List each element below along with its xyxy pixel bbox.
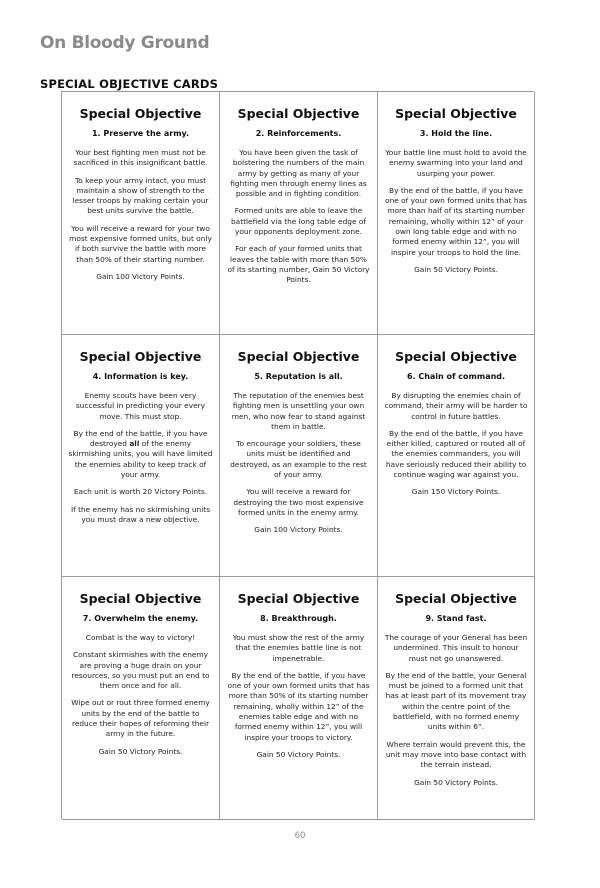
objective-card (378, 92, 535, 335)
card-paragraph: To keep your army intact, you must maintain a show of strength to the lesser troops by making certain your best units survive the battle. (72, 175, 209, 216)
card-paragraph: Gain 100 Victory Points. (96, 271, 185, 281)
card-subtitle: 1. Preserve the army. (91, 129, 190, 138)
objective-card (378, 335, 535, 577)
card-paragraph: You must show the rest of the army that the enemies battle line is not impenetrable. (232, 633, 365, 663)
card-paragraph: Gain 50 Victory Points. (256, 749, 341, 759)
objective-card (62, 577, 220, 820)
card-heading: Special Objective (237, 349, 360, 364)
card-paragraph: You will receive a reward for destroying the two most expensive formed units in the enemy army. (233, 487, 364, 517)
card-subtitle: 3. Hold the line. (419, 129, 493, 138)
card-heading: Special Objective (237, 591, 360, 606)
card-paragraph: For each of your formed units that leaves the table with more than 50% of its starting number, Gain 50 Victory Points. (227, 244, 370, 285)
card-heading: Special Objective (395, 106, 517, 121)
card-paragraph: Your best fighting men must not be sacrificed in this insignificant battle. (73, 148, 208, 168)
card-paragraph: To encourage your soldiers, these units must be identified and destroyed, as an example to the rest of your army. (230, 439, 367, 480)
card-paragraph: You will receive a reward for your two most expensive formed units, but only if both survive the battle with more than 50% of their starting number. (69, 223, 212, 264)
card-paragraph: Gain 50 Victory Points. (414, 264, 498, 274)
objective-card (220, 92, 378, 335)
card-subtitle: 5. Reputation is all. (254, 372, 343, 381)
emphasis-word: all (129, 439, 140, 449)
objective-cards-grid (61, 91, 534, 819)
card-paragraph: Formed units are able to leave the battlefield via the long table edge of your opponents deployment zone. (230, 206, 366, 237)
card-paragraph: Gain 150 Victory Points. (411, 487, 501, 497)
card-paragraph: Your battle line must hold to avoid the enemy swarming into your land and usurping your power. (385, 148, 527, 178)
card-paragraph: Each unit is worth 20 Victory Points. (73, 487, 208, 497)
objective-card (220, 577, 378, 820)
card-subtitle: 4. Information is key. (92, 372, 189, 381)
card-paragraph: By the end of the battle, if you have one of your own formed units that has more than 50% of its starting number remaining, wholly within 12” of the enemies table edge and with no formed enemy within 12”, you will inspire your troops to victory. (227, 670, 370, 742)
section-title: SPECIAL OBJECTIVE CARDS (40, 77, 219, 91)
card-subtitle: 9. Stand fast. (425, 614, 487, 623)
card-paragraph: Enemy scouts have been very successful in predicting your every move. This must stop. (75, 391, 206, 421)
card-heading: Special Objective (395, 591, 517, 606)
page-number: 60 (294, 831, 306, 841)
card-paragraph: If the enemy has no skirmishing units you must draw a new objective. (70, 504, 211, 524)
card-heading: Special Objective (237, 106, 360, 121)
objective-card (62, 92, 220, 335)
card-paragraph: By the end of the battle, if you have one of your own formed units that has more than half of its starting number remaining, wholly within 12” of your own long table edge and with no formed enemy within 12”, you will inspire your troops to hold the line. (385, 185, 527, 257)
card-subtitle: 8. Breakthrough. (260, 614, 337, 623)
card-heading: Special Objective (79, 349, 202, 364)
card-paragraph: The reputation of the enemies best fighting men is unsettling your own men, who now fear to stand against them in battle. (231, 391, 366, 431)
card-paragraph: Combat is the way to victory! (85, 633, 196, 642)
card-paragraph: Constant skirmishes with the enemy are proving a huge drain on your resources, so you must put an end to them once and for all. (71, 650, 210, 691)
objective-card (220, 335, 378, 577)
card-paragraph: The courage of your General has been undermined. This insult to honour must not go unanswered. (384, 633, 528, 663)
card-paragraph: By the end of the battle, your General must be joined to a formed unit that has at least part of its movement tray within the centre point of the battlefield, with no formed enemy units within 6”. (385, 670, 527, 732)
card-paragraph: Gain 50 Victory Points. (98, 746, 183, 756)
card-heading: Special Objective (79, 591, 202, 606)
card-paragraph: Where terrain would prevent this, the unit may move into base contact with the terrain instead. (385, 739, 527, 770)
card-paragraph: By disrupting the enemies chain of command, their army will be harder to control in future battles. (384, 391, 528, 421)
card-paragraph: Gain 100 Victory Points. (254, 525, 343, 535)
card-heading: Special Objective (395, 349, 517, 364)
card-paragraph: By the end of the battle, if you have either killed, captured or routed all of the enemies commanders, you will have seriously reduced their ability to continue waging war against you. (385, 428, 527, 480)
objective-card (62, 335, 220, 577)
card-paragraph: By the end of the battle, if you have destroyed all of the enemy skirmishing units, you will have limited the enemies ability to keep track of your army. (68, 428, 213, 480)
card-subtitle: 7. Overwhelm the enemy. (82, 614, 199, 623)
objective-card (378, 577, 535, 820)
card-paragraph: Wipe out or rout three formed enemy units by the end of the battle to reduce their hopes of reforming their army in the future. (71, 698, 210, 739)
card-heading: Special Objective (79, 106, 202, 121)
card-paragraph: Gain 50 Victory Points. (414, 777, 498, 787)
card-subtitle: 2. Reinforcements. (255, 129, 342, 138)
card-subtitle: 6. Chain of command. (406, 372, 506, 381)
book-title: On Bloody Ground (40, 33, 210, 53)
card-paragraph: You have been given the task of bolstering the numbers of the main army by getting as many of your fighting men through enemy lines as possible and in fighting condition. (230, 148, 367, 199)
